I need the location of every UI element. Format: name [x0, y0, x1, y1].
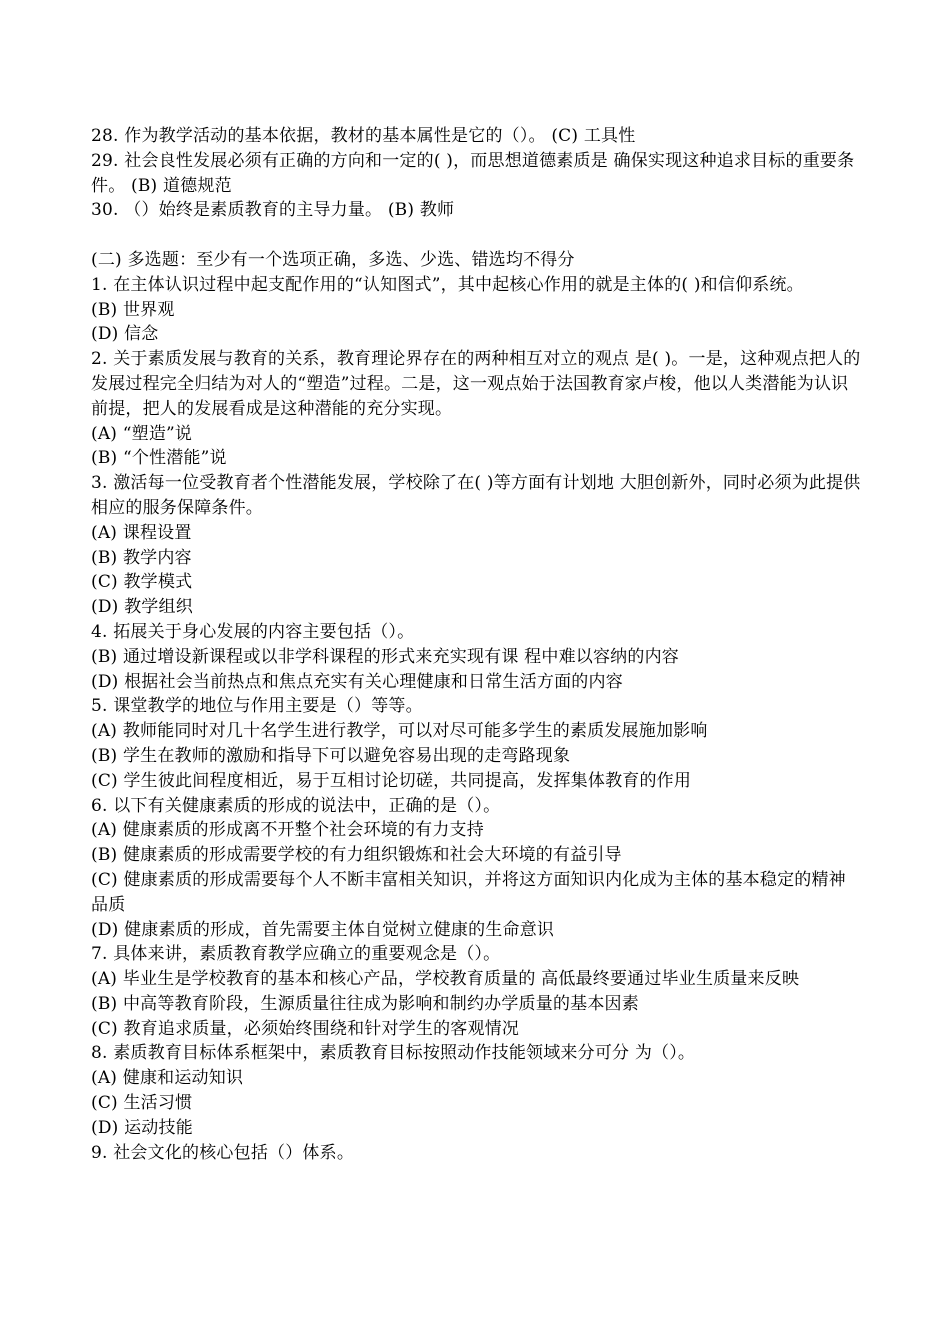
answer-option: (D) 健康素质的形成，首先需要主体自觉树立健康的生命意识 [91, 919, 555, 940]
blank-line [91, 223, 863, 248]
answer-option: (C) 健康素质的形成需要每个人不断丰富相关知识，并将这方面知识内化成为主体的基本稳定的精神品质 [91, 869, 846, 915]
answer-option: (A) 健康和运动知识 [91, 1068, 244, 1089]
question-30: 30. （）始终是素质教育的主导力量。 (B) 教师 [91, 200, 455, 221]
answer-option: (D) 信念 [91, 324, 159, 345]
question-8: 8. 素质教育目标体系框架中，素质教育目标按照动作技能领域来分可分 为（）。 [91, 1043, 696, 1064]
question-2: 2. 关于素质发展与教育的关系，教育理论界存在的两种相互对立的观点 是( )。一是，这种观点把人的发展过程完全归结为对人的“塑造”过程。二是，这一观点始于法国教育家卢梭，他以人类潜能为认识前提，把人的发展看成是这种潜能的充分实现。 [91, 349, 861, 419]
answer-option: (A) 毕业生是学校教育的基本和核心产品，学校教育质量的 高低最终要通过毕业生质量来反映 [91, 969, 800, 990]
document-page [91, 124, 863, 1165]
answer-option: (B) 世界观 [91, 299, 175, 320]
question-29: 29. 社会良性发展必须有正确的方向和一定的( )，而思想道德素质是 确保实现这种追求目标的重要条件。 (B) 道德规范 [91, 150, 855, 196]
answer-option: (A) “塑造”说 [91, 423, 193, 444]
question-5: 5. 课堂教学的地位与作用主要是（）等等。 [91, 696, 423, 717]
answer-option: (A) 教师能同时对几十名学生进行教学，可以对尽可能多学生的素质发展施加影响 [91, 721, 708, 742]
answer-option: (B) 健康素质的形成需要学校的有力组织锻炼和社会大环境的有益引导 [91, 845, 622, 866]
question-3: 3. 激活每一位受教育者个性潜能发展，学校除了在( )等方面有计划地 大胆创新外，同时必须为此提供相应的服务保障条件。 [91, 473, 861, 518]
section-heading-multiple-choice: (二) 多选题：至少有一个选项正确，多选、少选、错选均不得分 [91, 249, 575, 270]
question-7: 7. 具体来讲，素质教育教学应确立的重要观念是（）。 [91, 944, 501, 965]
answer-option: (D) 运动技能 [91, 1117, 193, 1138]
question-28: 28. 作为教学活动的基本依据，教材的基本属性是它的（）。 (C) 工具性 [91, 126, 636, 146]
question-4: 4. 拓展关于身心发展的内容主要包括（）。 [91, 621, 415, 642]
answer-option: (B) 中高等教育阶段，生源质量往往成为影响和制约办学质量的基本因素 [91, 993, 639, 1014]
answer-option: (B) 学生在教师的激励和指导下可以避免容易出现的走弯路现象 [91, 745, 571, 766]
answer-option: (B) 通过增设新课程或以非学科课程的形式来充实现有课 程中难以容纳的内容 [91, 646, 679, 667]
question-6: 6. 以下有关健康素质的形成的说法中，正确的是（）。 [91, 795, 501, 816]
answer-option: (A) 健康素质的形成离不开整个社会环境的有力支持 [91, 820, 484, 841]
answer-option: (A) 课程设置 [91, 522, 192, 543]
answer-option: (D) 根据社会当前热点和焦点充实有关心理健康和日常生活方面的内容 [91, 671, 623, 692]
question-9: 9. 社会文化的核心包括（）体系。 [91, 1142, 355, 1163]
answer-option: (C) 教学模式 [91, 572, 193, 593]
answer-option: (D) 教学组织 [91, 597, 193, 618]
answer-option: (B) 教学内容 [91, 547, 192, 568]
answer-option: (C) 学生彼此间程度相近，易于互相讨论切磋，共同提高，发挥集体教育的作用 [91, 770, 692, 791]
answer-option: (B) “个性潜能”说 [91, 448, 227, 469]
answer-option: (C) 生活习惯 [91, 1093, 193, 1114]
answer-option: (C) 教育追求质量，必须始终围绕和针对学生的客观情况 [91, 1018, 520, 1039]
question-1: 1. 在主体认识过程中起支配作用的“认知图式”，其中起核心作用的就是主体的( )和信仰系统。 [91, 274, 804, 295]
